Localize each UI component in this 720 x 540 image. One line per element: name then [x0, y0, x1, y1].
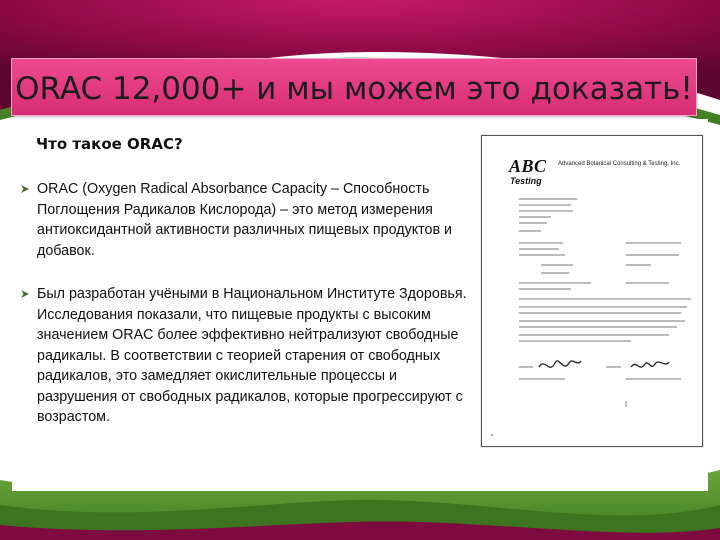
certificate-company-name: Advanced Botanical Consulting & Testing, Inc.	[558, 161, 681, 167]
arrow-bullet-icon	[20, 289, 30, 299]
slide-title: ORAC 12,000+ и мы можем это доказать!	[15, 71, 693, 107]
section-heading: Что такое ORAC?	[36, 135, 183, 153]
bullet-orac-origin: Был разработан учёными в Национальном Институте Здоровья. Исследования показали, что пищевые продукты с высоким значением ORAC более эффективно нейтрализуют свободные радикалы. В соответствии с теорией старения от свободных радикалов, это замедляет окислительные процессы и разрушения от свободных радикалов, которые прогрессируют с возрастом.	[37, 286, 467, 425]
abc-logo-subtitle: Testing	[510, 176, 542, 186]
arrow-bullet-icon	[20, 184, 30, 194]
bullet-orac-definition: ORAC (Oxygen Radical Absorbance Capacity – Способность Поглощения Радикалов Кислорода) – это метод измерения антиоксидантной активности различных пищевых продуктов и добавок.	[37, 181, 453, 259]
abc-logo: ABC	[509, 156, 547, 176]
title-bar	[11, 58, 697, 116]
